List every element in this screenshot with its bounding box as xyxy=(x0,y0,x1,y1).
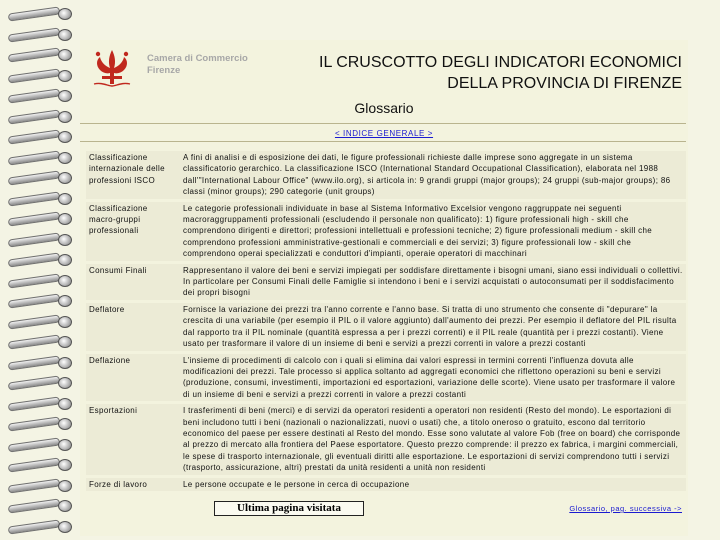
page-title-line2: DELLA PROVINCIA DI FIRENZE xyxy=(447,75,682,92)
binding-ring xyxy=(6,398,72,408)
binding-ring xyxy=(6,521,72,531)
glossary-term: Classificazione macro-gruppi professionali xyxy=(86,202,180,261)
glossary-row xyxy=(86,303,686,351)
binding-ring xyxy=(6,295,72,305)
glossary-term: Esportazioni xyxy=(86,404,180,474)
general-index-link[interactable]: < INDICE GENERALE > xyxy=(334,129,434,138)
binding-ring xyxy=(6,377,72,387)
binding-ring xyxy=(6,111,72,121)
page-title-line1: IL CRUSCOTTO DEGLI INDICATORI ECONOMICI xyxy=(319,54,682,71)
glossary-term: Classificazione internazionale delle professioni ISCO xyxy=(86,151,180,199)
binding-ring xyxy=(6,480,72,490)
glossary-definition: Le categorie professionali individuate in base al Sistema Informativo Excelsior vengono raggruppate nei seguenti macroraggruppamenti professionali (escludendo il personale non qualificato): 1) figure professionali high - skill che comprendono dirigenti e direttori; professioni intellettuali e professioni tecniche; 2) figure professionali medium - skill che comprendono professioni amministrative-gestionali e commerciali e dei servizi; 3) figure professionali low - skill che comprendono operai specializzati e conduttori d'impianti, operaie operatori di macchinari xyxy=(180,202,686,261)
glossary-row xyxy=(86,264,686,300)
organization-name-line1: Camera di Commercio xyxy=(147,53,248,64)
spiral-binding xyxy=(0,0,78,540)
page-title xyxy=(212,52,682,94)
binding-ring xyxy=(6,418,72,428)
binding-ring xyxy=(6,29,72,39)
next-page-link[interactable]: Glossario, pag. successiva -> xyxy=(569,504,682,513)
glossary-term: Deflazione xyxy=(86,354,180,402)
section-subtitle: Glossario xyxy=(354,100,414,116)
binding-ring xyxy=(6,8,72,18)
binding-ring xyxy=(6,336,72,346)
binding-ring xyxy=(6,172,72,182)
binding-ring xyxy=(6,234,72,244)
divider-bottom xyxy=(80,141,686,142)
binding-ring xyxy=(6,275,72,285)
organization-name-line2: Firenze xyxy=(147,65,181,76)
binding-ring xyxy=(6,90,72,100)
glossary-term: Consumi Finali xyxy=(86,264,180,300)
binding-ring xyxy=(6,316,72,326)
binding-ring xyxy=(6,500,72,510)
glossary-row xyxy=(86,354,686,402)
glossary-definition: Rappresentano il valore dei beni e servizi impiegati per soddisfare direttamente i bisogni umani, siano essi individuali o collettivi. In particolare per Consumi Finali delle Famiglie si intendono i beni e i servizi acquistati o autoconsumati per il soddisfacimento dei propri bisogni xyxy=(180,264,686,300)
divider-top xyxy=(80,123,686,124)
glossary-table xyxy=(86,148,686,494)
glossary-row xyxy=(86,404,686,474)
binding-ring xyxy=(6,49,72,59)
glossary-definition: I trasferimenti di beni (merci) e di servizi da operatori residenti a operatori non residenti (Resto del mondo). Le esportazioni di beni includono tutti i beni (nazionali o nazionalizzati, nuovi o usati) che, a titolo oneroso o gratuito, escono dal territorio economico del paese per essere destinati al Resto del mondo. Esse sono valutate al valore Fob (free on board) che corrisponde al prezzo di mercato alla frontiera del Paese esportatore. Questo prezzo comprende: il prezzo ex fabrica, i margini commerciali, le spese di trasporto internazionale, gli eventuali diritti alle esportazione. Le esportazioni di servizi comprendono tutti i servizi (trasporto, assicurazione, altri) prestati da unità residenti a unità non residenti xyxy=(180,404,686,474)
glossary-term: Forze di lavoro xyxy=(86,478,180,491)
florence-lily-logo-icon xyxy=(88,46,136,90)
binding-ring xyxy=(6,70,72,80)
last-visited-page-button[interactable]: Ultima pagina visitata xyxy=(214,501,364,516)
binding-ring xyxy=(6,213,72,223)
binding-ring xyxy=(6,152,72,162)
glossary-row xyxy=(86,202,686,261)
glossary-term: Deflatore xyxy=(86,303,180,351)
binding-ring xyxy=(6,193,72,203)
glossary-definition: Fornisce la variazione dei prezzi tra l'anno corrente e l'anno base. Si tratta di uno strumento che consente di "depurare" la crescita di una variabile (per esempio il PIL o il valore aggiunto) dall'aumento dei prezzi. Per esempio il deflatore del PIL risulta dal rapporto tra il PIL nominale (quantità espressa a per i prezzi correnti) e il PIL reale (quantità per i prezzi costanti). Viene usato per trasformare il valore di un insieme di beni e servizi a prezzi correnti in valore a prezzi costanti xyxy=(180,303,686,351)
glossary-definition: Le persone occupate e le persone in cerca di occupazione xyxy=(180,478,686,491)
glossary-row xyxy=(86,151,686,199)
binding-ring xyxy=(6,254,72,264)
binding-ring xyxy=(6,439,72,449)
glossary-definition: L'insieme di procedimenti di calcolo con i quali si elimina dai valori espressi in termini correnti l'influenza dovuta alle modificazioni dei prezzi. Tale processo si applica soltanto ad aggregati economici che riflettono operazioni su beni e servizi (produzione, consumi, investimenti, importazioni ed esportazioni, variazione delle scorte). Viene usato per trasformare il valore di un insieme di beni e servizi a prezzi correnti in valore a prezzi costanti xyxy=(180,354,686,402)
binding-ring xyxy=(6,357,72,367)
glossary-definition: A fini di analisi e di esposizione dei dati, le figure professionali richieste dalle imprese sono aggregate in un sistema classificatorio gerarchico. La classificazione ISCO (International Standard Occupational Classification), elaborata nel 1988 dall'"International Labour Office" (www.ilo.org), si articola in: 9 grandi gruppi (major groups); 24 gruppi (sub-major groups); 86 classi (minor groups); 290 categorie (unit groups) xyxy=(180,151,686,199)
binding-ring xyxy=(6,131,72,141)
glossary-row xyxy=(86,478,686,491)
binding-ring xyxy=(6,459,72,469)
